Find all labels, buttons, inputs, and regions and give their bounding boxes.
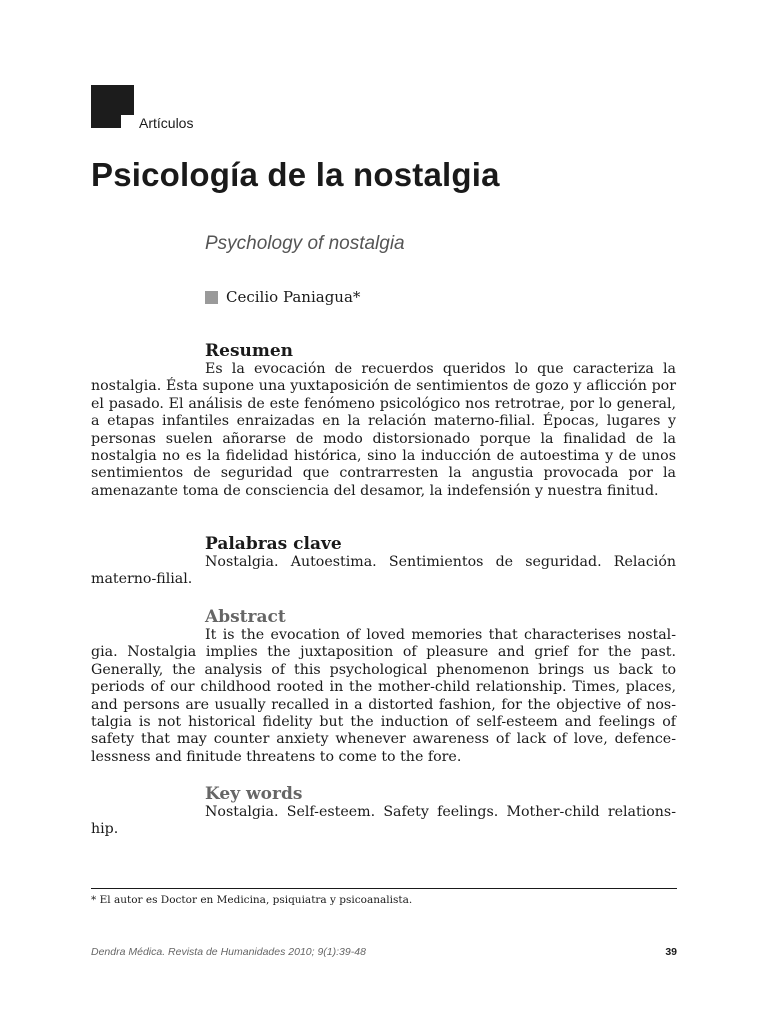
author-line	[205, 288, 360, 306]
abstract-heading: Abstract	[205, 607, 286, 627]
article-title: Psicología de la nostalgia	[91, 156, 500, 193]
palabras-clave-heading: Palabras clave	[205, 534, 342, 554]
resumen-heading: Resumen	[205, 341, 294, 361]
article-subtitle: Psychology of nostalgia	[205, 233, 405, 254]
footnote-divider	[91, 888, 677, 889]
footnote: * El autor es Doctor en Medicina, psiquiatra y psicoanalista.	[91, 894, 413, 906]
key-words-section	[91, 784, 676, 839]
resumen-text: Es la evocación de recuerdos queridos lo que caracteriza la nostalgia. Ésta supone una yuxtaposición de sentimientos de gozo y aflicción por el pasado. El análisis de este fenómeno psicológico nos retrotrae, por lo general, a etapas infantiles enraizadas en la relación materno-filial. Épocas, lugares y personas suelen añorarse de modo distorsionado porque la finalidad de la nostalgia no es la fidelidad histórica, sino la inducción de autoestima y de unos sentimientos de seguridad que contrarresten la angustia provocada por la amenazante toma de consciencia del desamor, la indefensión y nuestra finitud.	[91, 361, 676, 499]
key-words-heading: Key words	[205, 784, 303, 804]
journal-citation: Dendra Médica. Revista de Humanidades 2010; 9(1):39-48	[91, 946, 366, 958]
abstract-text: It is the evocation of loved memories that characterises nostalgia. Nostalgia implies the juxtaposition of pleasure and grief for the past. Generally, the analysis of this psychological phenomenon brings us back to periods of our childhood rooted in the mother-child relationship. Times, places, and persons are usually recalled in a distorted fashion, for the objective of nostalgia is not historical fidelity but the induction of self-esteem and feelings of safety that may counter anxiety whenever awareness of lack of love, defencelessness and finitude threatens to come to the fore.	[91, 627, 676, 765]
palabras-clave-section	[91, 534, 676, 589]
author-name: Cecilio Paniagua*	[226, 288, 361, 306]
section-marker-notch	[121, 115, 134, 128]
key-words-text: Nostalgia. Self-esteem. Safety feelings. Mother-child relationship.	[91, 804, 676, 838]
resumen-section	[91, 341, 676, 500]
palabras-clave-text: Nostalgia. Autoestima. Sentimientos de seguridad. Relación materno-filial.	[91, 554, 676, 588]
author-bullet-icon	[205, 291, 218, 304]
abstract-section	[91, 607, 676, 766]
section-label: Artículos	[139, 115, 194, 131]
page-number: 39	[665, 946, 677, 958]
